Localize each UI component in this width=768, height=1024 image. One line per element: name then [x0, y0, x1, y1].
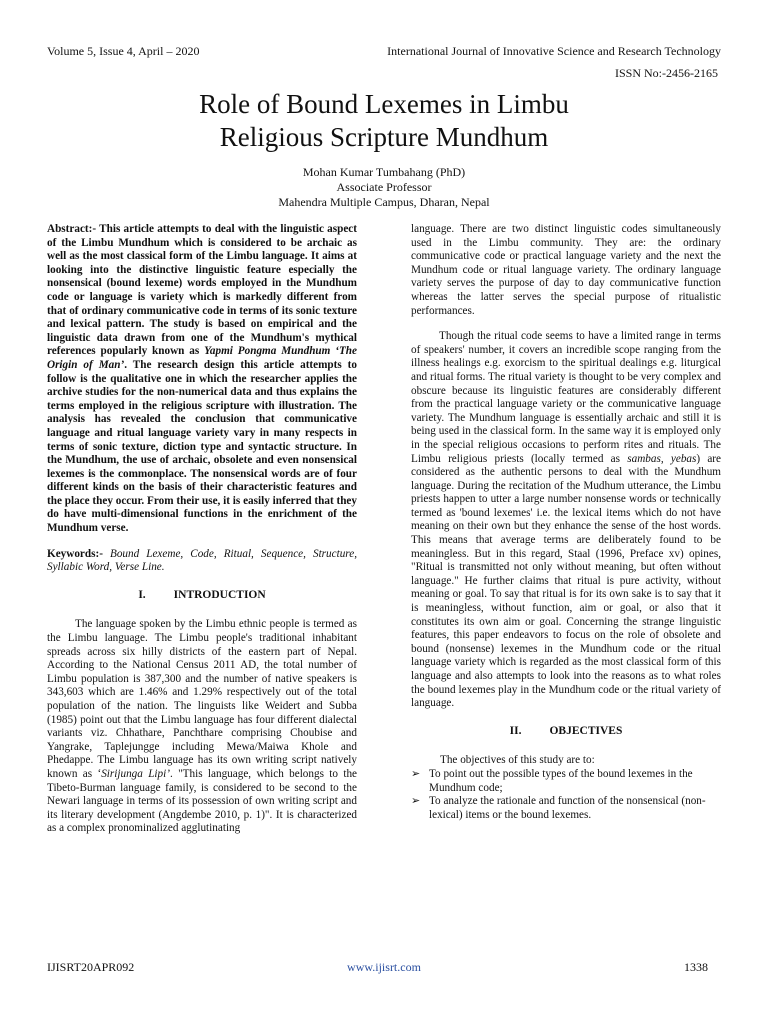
intro-paragraph: The language spoken by the Limbu ethnic people is termed as the Limbu language. The Limbu people's traditional inhabitant spreads across six hilly districts of the eastern part of Nepal. According to the National Census 2011 AD, the total number of Limbu population is 387,300 and the number of native speakers is 343,603 which are 1.46% and 1.29% respectively out of the total population of the nation. The linguists like Weidert and Subba (1985) point out that the Limbu language has four different dialectal variants viz. Chhathare, Panchthare comprising Choubise and Yangrake, Taplejungge including Mewa/Maiwa Khole and Phedappe. The Limbu language has its own writing script natively known as ‘Sirijunga Lipi’. "This language, which belongs to the Tibeto-Burman language family, is considered to be second to the Newari language in terms of its possession of own writing script and its literary development (Angdembe 2010, p. 1)". It is characterized as a complex pronominalized agglutinating: [47, 618, 358, 835]
footer-page-number: 1338: [684, 960, 708, 974]
keywords-label: Keywords:-: [47, 547, 103, 560]
paper-title: [0, 88, 768, 154]
footer-article-id: IJISRT20APR092: [47, 960, 135, 974]
section-heading-introduction: I. INTRODUCTION: [138, 588, 266, 601]
abstract: Abstract:- This article attempts to deal with the linguistic aspect of the Limbu Mundhum which is considered to be archaic as well as the most classical form of the Limbu language. It aims at looking into the distinctive linguistic feature especially the nonsensical (bound lexeme) words employed in the Mundhum code or language is variety which is markedly different from that of ordinary communicative code in terms of its sonic texture and lexical pattern. The study is based on empirical and the linguistic data drawn from one of the Mundhum's mythical references popularly known as Yapmi Pongma Mundhum ‘The Origin of Man’. The research design this article attempts to follow is the qualitative one in which the researcher applies the archive studies for the non-numerical data and thus explains the terms employed in the religious scripture with illustration. The analysis has revealed the conclusion that communicative language and ritual language variety vary in many respects in terms of sonic texture, diction type and syntactic structure. In the Mundhum, the use of archaic, obsolete and even nonsensical lexemes is the commonplace. The nonsensical words are of four different kinds on the basis of their characteristic features and the place they occur. From their use, it is easily inferred that they do have multi-dimensional functions in the enrichment of the Mundhum verse.: [47, 223, 358, 535]
arrow-bullet-icon: ➢: [411, 795, 421, 808]
right-column: [411, 223, 721, 822]
right-paragraph-1: language. There are two distinct linguistic codes simultaneously used in the Limbu community. They are: the ordinary communicative code or practical language variety and the next the Mundhum code or ritual language variety. The ordinary language variety serves the purpose of day to day communicative function whereas the latter serves the special purpose of ritualistic performances.: [411, 223, 721, 317]
footer-website-link[interactable]: www.ijisrt.com: [347, 960, 421, 974]
abstract-reference: Yapmi Pongma Mundhum ‘The Origin of Man’: [47, 345, 357, 371]
header-volume: Volume 5, Issue 4, April – 2020: [47, 44, 200, 58]
script-name: Sirijunga Lipi’: [101, 767, 170, 780]
keywords: [47, 548, 357, 575]
objectives-intro: The objectives of this study are to:: [440, 754, 595, 767]
author-block: [0, 165, 768, 210]
list-item: ➢ To analyze the rationale and function of the nonsensical (non-lexical) items or the bound lexemes.: [411, 795, 706, 821]
author-name: Mohan Kumar Tumbahang (PhD): [302, 165, 466, 179]
arrow-bullet-icon: ➢: [411, 767, 421, 780]
title-line-1: Role of Bound Lexemes in Limbu: [199, 89, 569, 119]
priest-terms: sambas, yebas: [627, 452, 697, 465]
header-issn: ISSN No:-2456-2165: [614, 66, 718, 80]
header-journal: International Journal of Innovative Science and Research Technology: [387, 44, 721, 58]
author-affiliation: Mahendra Multiple Campus, Dharan, Nepal: [278, 195, 490, 209]
left-column: [47, 223, 357, 836]
section-heading-objectives: II. OBJECTIVES: [509, 724, 623, 737]
objectives-list: [411, 768, 721, 822]
abstract-label: Abstract:-: [47, 223, 97, 235]
right-paragraph-2: Though the ritual code seems to have a limited range in terms of speakers' number, it covers an incredible scope ranging from the illness healings e.g. exorcism to the spiritual dealings e.g. liturgical and ritual forms. The ritual variety is thought to be very complex and obscure because its linguistic features are considerably different from the practical language variety or the communicative language variety. The Mundhum language is essentially archaic and still it is being used in the classical form. In the same way it is employed only in the special religious occasions to perform rites and rituals. The Limbu religious priests (locally termed as sambas, yebas) are considered as the authentic persons to deal with the Mundhum language. During the recitation of the Mudhum utterance, the Limbu priests happen to utter a large number nonsense words or technically termed as 'bound lexemes' i.e. the lexical items which do not have meaning on their own but they enhance the sense of the host words. This means that average terms are deliberately found to be meaningless. But in this regard, Staal (1996, Preface xv) opines, "Ritual is transmitted not only without meaning, but often without language." He further claims that ritual is pure activity, without meaning or goal. To say that ritual is for its own sake is to say that it is meaningless, without function, aim or goal, or also that it constitutes its own aim or goal. Concerning the strange linguistic features, this paper endeavors to focus on the role of obsolete and bound (nonsense) lexemes in the Mundhum code or the ritual language variety which is regarded as the most classical form of this language and also attempts to look into the reasons as to what roles the bound lexemes play in the Mundhum code or the ritual variety of language.: [411, 330, 721, 710]
keywords-list: Bound Lexeme, Code, Ritual, Sequence, Structure, Syllabic Word, Verse Line.: [47, 547, 357, 574]
list-item: ➢ To point out the possible types of the bound lexemes in the Mundhum code;: [411, 767, 693, 794]
author-position: Associate Professor: [336, 180, 432, 194]
title-line-2: Religious Scripture Mundhum: [219, 122, 549, 152]
